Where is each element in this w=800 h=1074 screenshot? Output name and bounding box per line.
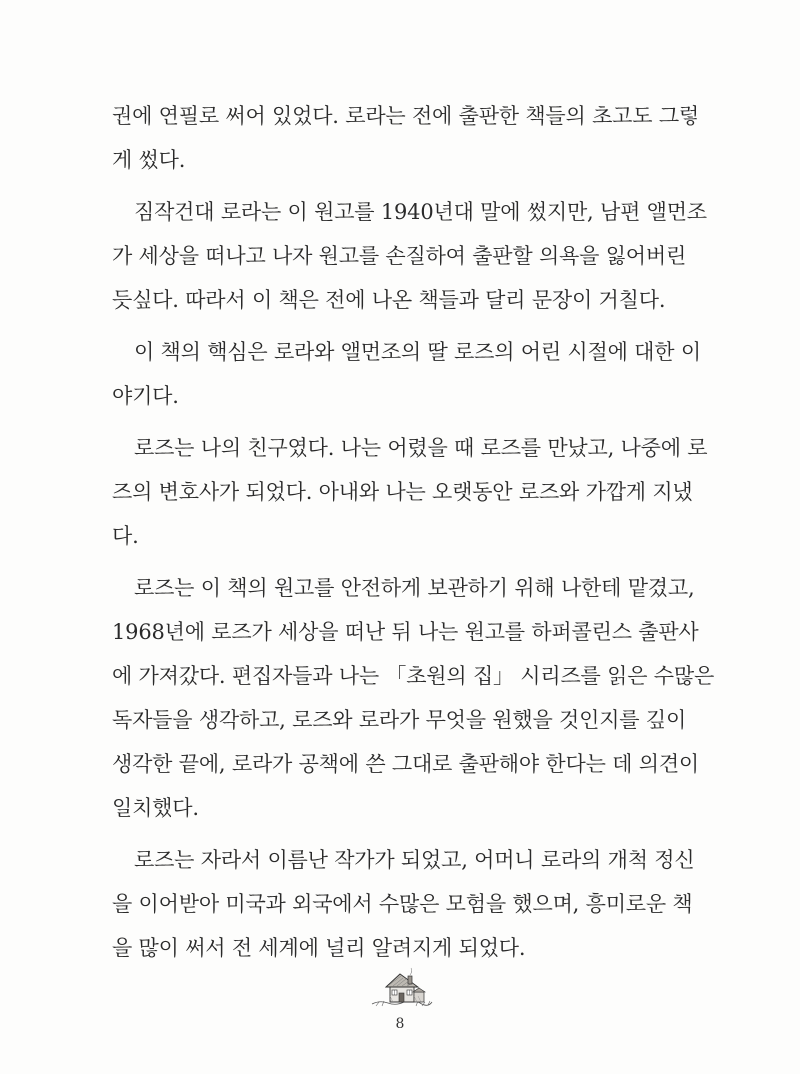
paragraph-line: 즈의 변호사가 되었다. 아내와 나는 오랫동안 로즈와 가깝게 지냈 (112, 480, 693, 504)
paragraph-line: 생각한 끝에, 로라가 공책에 쓴 그대로 출판해야 한다는 데 의견이 (112, 752, 699, 776)
paragraph-line: 권에 연필로 써어 있었다. 로라는 전에 출판한 책들의 초고도 그렇 (112, 104, 699, 128)
page-number: 8 (395, 1016, 405, 1032)
paragraph-1 (112, 94, 699, 182)
paragraph-line: 이 책의 핵심은 로라와 앨먼조의 딸 로즈의 어린 시절에 대한 이 (134, 340, 701, 364)
body-text (112, 94, 715, 970)
paragraph-line: 을 많이 써서 전 세계에 널리 알려지게 되었다. (112, 936, 526, 960)
paragraph-3 (112, 330, 701, 418)
paragraph-line: 듯싶다. 따라서 이 책은 전에 나온 책들과 달리 문장이 거칠다. (112, 288, 666, 312)
paragraph-5 (112, 566, 715, 830)
paragraph-line: 독자들을 생각하고, 로즈와 로라가 무엇을 원했을 것인지를 깊이 (112, 708, 687, 732)
paragraph-4 (112, 426, 708, 558)
paragraph-line: 로즈는 자라서 이름난 작가가 되었고, 어머니 로라의 개척 정신 (134, 848, 695, 872)
paragraph-line: 에 가져갔다. 편집자들과 나는 「초원의 집」 시리즈를 읽은 수많은 (112, 664, 715, 688)
paragraph-2 (112, 190, 707, 322)
paragraph-line: 가 세상을 떠나고 나자 원고를 손질하여 출판할 의욕을 잃어버린 (112, 244, 687, 268)
paragraph-line: 짐작건대 로라는 이 원고를 1940년대 말에 썼지만, 남편 앨먼조 (134, 200, 707, 224)
paragraph-line: 다. (112, 524, 139, 548)
house-icon (370, 966, 434, 1008)
paragraph-6 (112, 838, 695, 970)
paragraph-line: 일치했다. (112, 796, 199, 820)
paragraph-line: 게 썼다. (112, 148, 186, 172)
paragraph-line: 로즈는 이 책의 원고를 안전하게 보관하기 위해 나한테 맡겼고, (134, 576, 695, 600)
paragraph-line: 로즈는 나의 친구였다. 나는 어렸을 때 로즈를 만났고, 나중에 로 (134, 436, 708, 460)
paragraph-line: 야기다. (112, 384, 179, 408)
paragraph-line: 1968년에 로즈가 세상을 떠난 뒤 나는 원고를 하퍼콜린스 출판사 (112, 620, 699, 644)
paragraph-line: 을 이어받아 미국과 외국에서 수많은 모험을 했으며, 흥미로운 책 (112, 892, 693, 916)
